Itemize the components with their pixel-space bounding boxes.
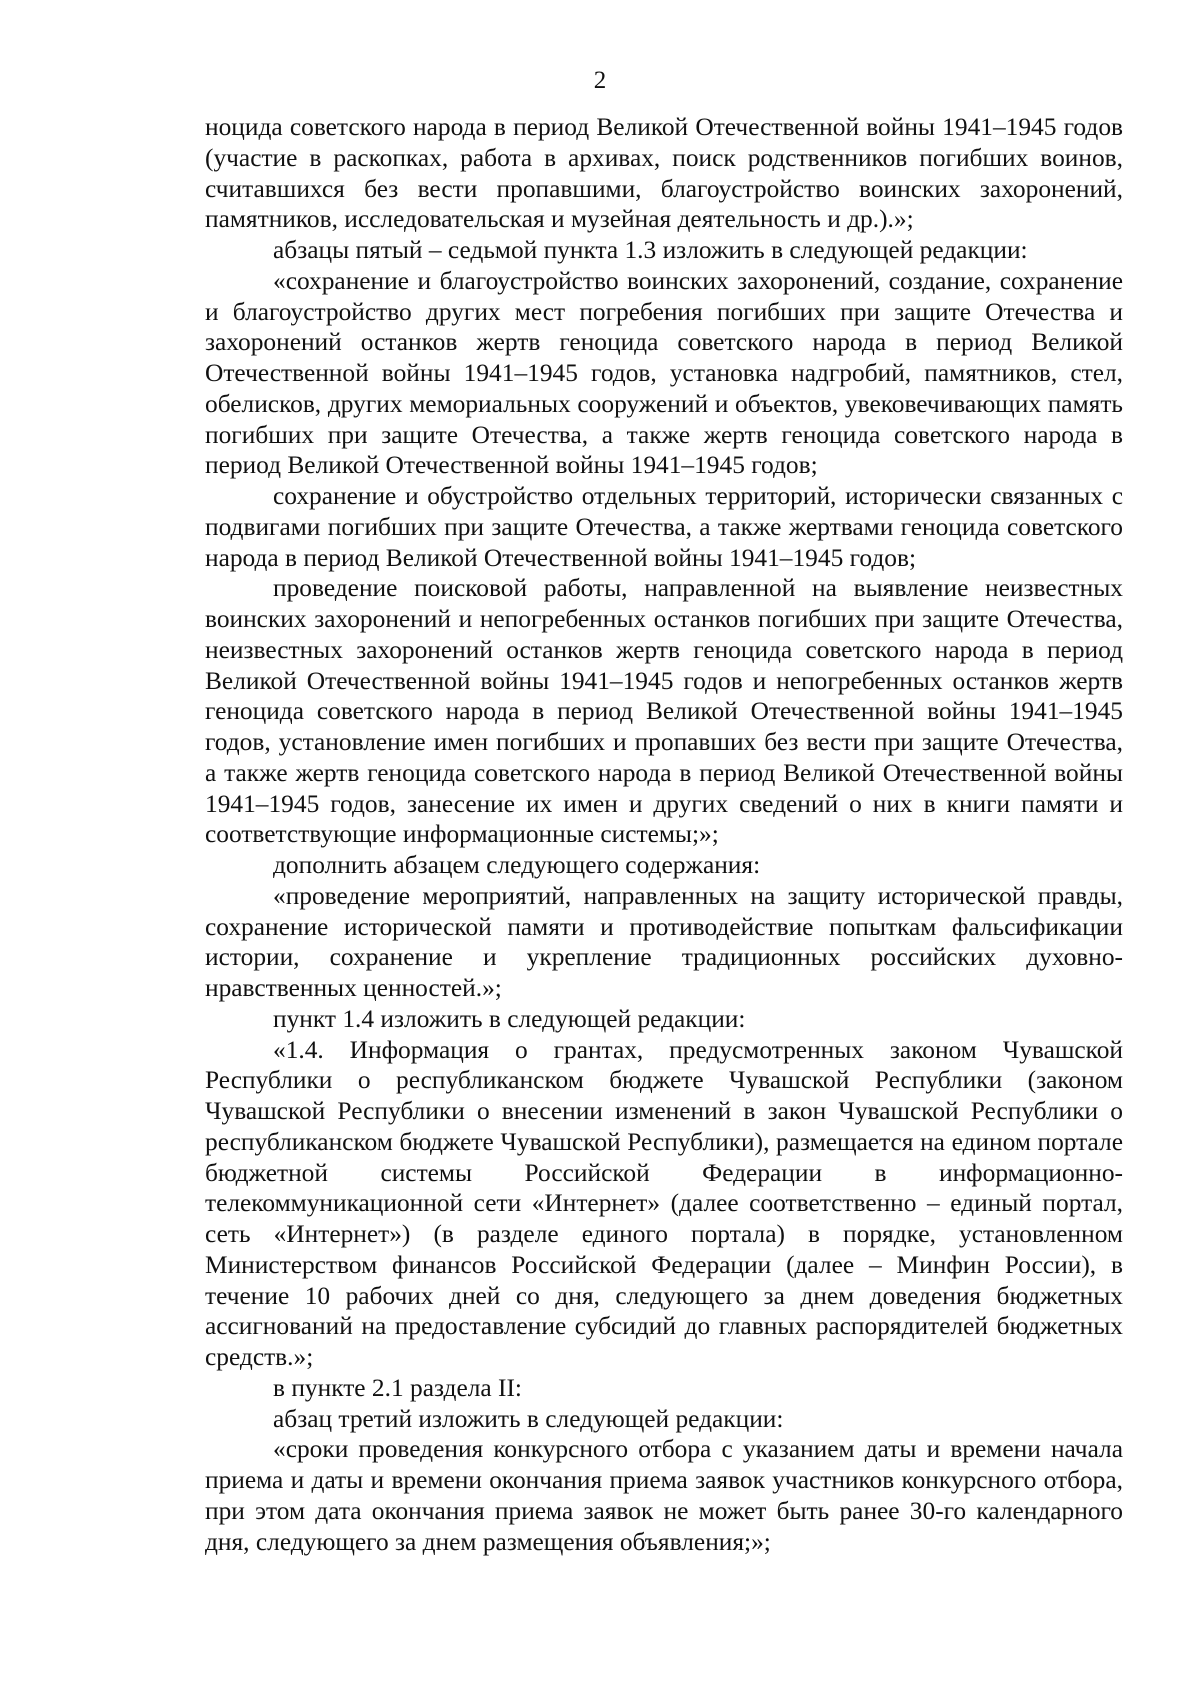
- paragraph: «сроки проведения конкурсного отбора с указанием даты и времени начала приема и даты и времени окончания приема заявок участников конкурсного отбора, при этом дата окончания приема заявок не может быть ранее 30-го календарного дня, следующего за днем размещения объявления;»;: [205, 1435, 1123, 1556]
- paragraph: «1.4. Информация о грантах, предусмотренных законом Чувашской Республики о республиканском бюджете Чувашской Республики (законом Чувашской Республики о внесении изменений в закон Чувашской Республики о республиканском бюджете Чувашской Республики), размещается на едином портале бюджетной системы Российской Федерации в информационно-телекоммуникационной сети «Интернет» (далее соответственно – единый портал, сеть «Интернет») (в разделе единого портала) в порядке, установленном Министерством финансов Российской Федерации (далее – Минфин России), в течение 10 рабочих дней со дня, следующего за днем доведения бюджетных ассигнований на предоставление субсидий до главных распорядителей бюджетных средств.»;: [205, 1035, 1123, 1371]
- paragraph: «сохранение и благоустройство воинских захоронений, создание, сохранение и благоустройство других мест погребения погибших при защите Отечества и захоронений останков жертв геноцида советского народа в период Великой Отечественной войны 1941–1945 годов, установка надгробий, памятников, стел, обелисков, других мемориальных сооружений и объектов, увековечивающих память погибших при защите Отечества, а также жертв геноцида советского народа в период Великой Отечественной войны 1941–1945 годов;: [205, 266, 1123, 480]
- paragraph: абзацы пятый – седьмой пункта 1.3 изложить в следующей редакции:: [273, 236, 1028, 264]
- paragraph: проведение поисковой работы, направленной на выявление неизвестных воинских захоронений и непогребенных останков погибших при защите Отечества, неизвестных захоронений останков жертв геноцида советского народа в период Великой Отечественной войны 1941–1945 годов и непогребенных останков жертв геноцида советского народа в период Великой Отечественной войны 1941–1945 годов, установление имен погибших и пропавших без вести при защите Отечества, а также жертв геноцида советского народа в период Великой Отечественной войны 1941–1945 годов, занесение их имен и других сведений о них в книги памяти и соответствующие информационные системы;»;: [205, 574, 1123, 849]
- page-number: 2: [593, 67, 607, 94]
- paragraph: «проведение мероприятий, направленных на защиту исторической правды, сохранение исторической памяти и противодействие попыткам фальсификации истории, сохранение и укрепление традиционных российских духовно-нравственных ценностей.»;: [205, 881, 1123, 1002]
- document-body: [205, 112, 1123, 1557]
- paragraph: абзац третий изложить в следующей редакции:: [273, 1404, 784, 1433]
- paragraph-continuation: ноцида советского народа в период Великой Отечественной войны 1941–1945 годов (участие в раскопках, работа в архивах, поиск родственников погибших воинов, считавшихся без вести пропавшими, благоустройство воинских захоронений, памятников, исследовательская и музейная деятельность и др.).»;: [205, 113, 1123, 234]
- paragraph: пункт 1.4 изложить в следующей редакции:: [273, 1004, 746, 1033]
- paragraph: в пункте 2.1 раздела II:: [273, 1373, 522, 1402]
- paragraph: дополнить абзацем следующего содержания:: [273, 851, 761, 879]
- paragraph: сохранение и обустройство отдельных территорий, исторически связанных с подвигами погибших при защите Отечества, а также жертвами геноцида советского народа в период Великой Отечественной войны 1941–1945 годов;: [205, 482, 1123, 572]
